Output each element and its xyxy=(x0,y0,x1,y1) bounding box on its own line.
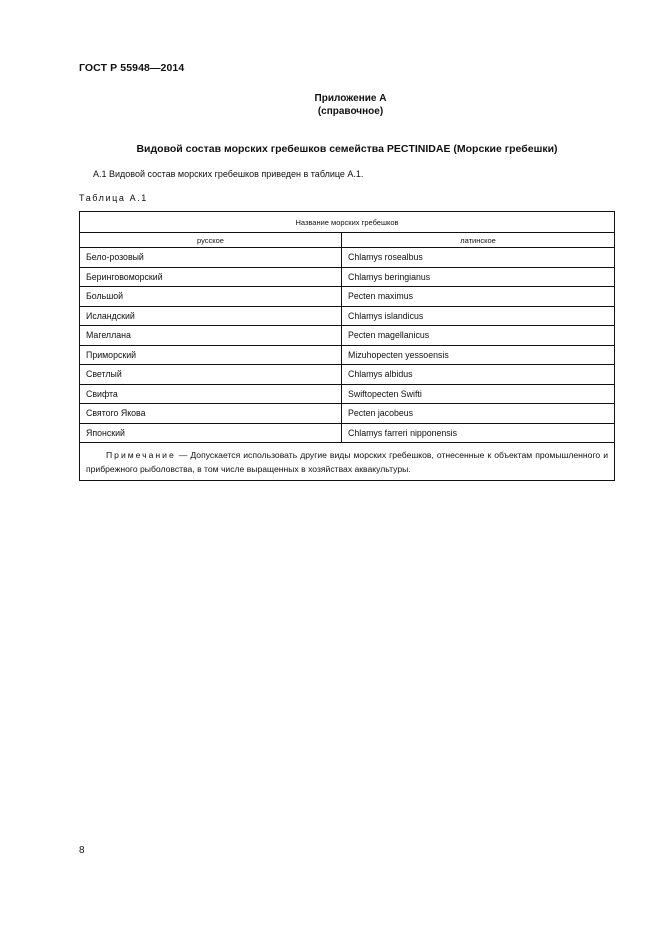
table-row xyxy=(80,345,615,365)
cell-latin-name: Chlamys farreri nipponensis xyxy=(342,423,615,443)
table-note xyxy=(80,443,615,481)
table-row xyxy=(80,384,615,404)
cell-russian-name: Исландский xyxy=(80,306,342,326)
table-row xyxy=(80,306,615,326)
cell-latin-name: Chlamys rosealbus xyxy=(342,248,615,268)
cell-latin-name: Chlamys beringianus xyxy=(342,267,615,287)
species-table xyxy=(79,211,615,481)
table-header-main: Название морских гребешков xyxy=(80,212,615,233)
table-row xyxy=(80,404,615,424)
appendix-heading xyxy=(0,92,661,118)
table-row xyxy=(80,326,615,346)
cell-russian-name: Японский xyxy=(80,423,342,443)
cell-latin-name: Pecten jacobeus xyxy=(342,404,615,424)
column-header-russian: русское xyxy=(80,233,342,248)
section-title: Видовой состав морских гребешков семейства PECTINIDAE (Морские гребешки) xyxy=(136,143,558,155)
cell-russian-name: Приморский xyxy=(80,345,342,365)
column-header-latin: латинское xyxy=(342,233,615,248)
appendix-status: (справочное) xyxy=(317,106,384,117)
table-row xyxy=(80,365,615,385)
table-row xyxy=(80,287,615,307)
cell-russian-name: Святого Якова xyxy=(80,404,342,424)
table-row xyxy=(80,267,615,287)
cell-latin-name: Swiftopecten Swifti xyxy=(342,384,615,404)
appendix-title: Приложение А xyxy=(314,93,387,104)
cell-russian-name: Беринговоморский xyxy=(80,267,342,287)
page-number: 8 xyxy=(79,845,85,856)
cell-russian-name: Свифта xyxy=(80,384,342,404)
table-row xyxy=(80,423,615,443)
cell-latin-name: Mizuhopecten yessoensis xyxy=(342,345,615,365)
cell-russian-name: Магеллана xyxy=(80,326,342,346)
intro-paragraph: А.1 Видовой состав морских гребешков приведен в таблице А.1. xyxy=(93,169,364,179)
cell-latin-name: Chlamys albidus xyxy=(342,365,615,385)
cell-russian-name: Светлый xyxy=(80,365,342,385)
cell-russian-name: Бело-розовый xyxy=(80,248,342,268)
note-text: — Допускается использовать другие виды морских гребешков, отнесенные к объектам промышленного и прибрежного рыболовства, в том числе выращенных в хозяйствах аквакультуры. xyxy=(86,450,608,474)
standard-code: ГОСТ Р 55948—2014 xyxy=(79,62,185,74)
cell-latin-name: Chlamys islandicus xyxy=(342,306,615,326)
note-label: Примечание xyxy=(106,450,176,460)
cell-latin-name: Pecten maximus xyxy=(342,287,615,307)
cell-latin-name: Pecten magellanicus xyxy=(342,326,615,346)
cell-russian-name: Большой xyxy=(80,287,342,307)
table-row xyxy=(80,248,615,268)
table-caption: Таблица А.1 xyxy=(79,193,148,203)
